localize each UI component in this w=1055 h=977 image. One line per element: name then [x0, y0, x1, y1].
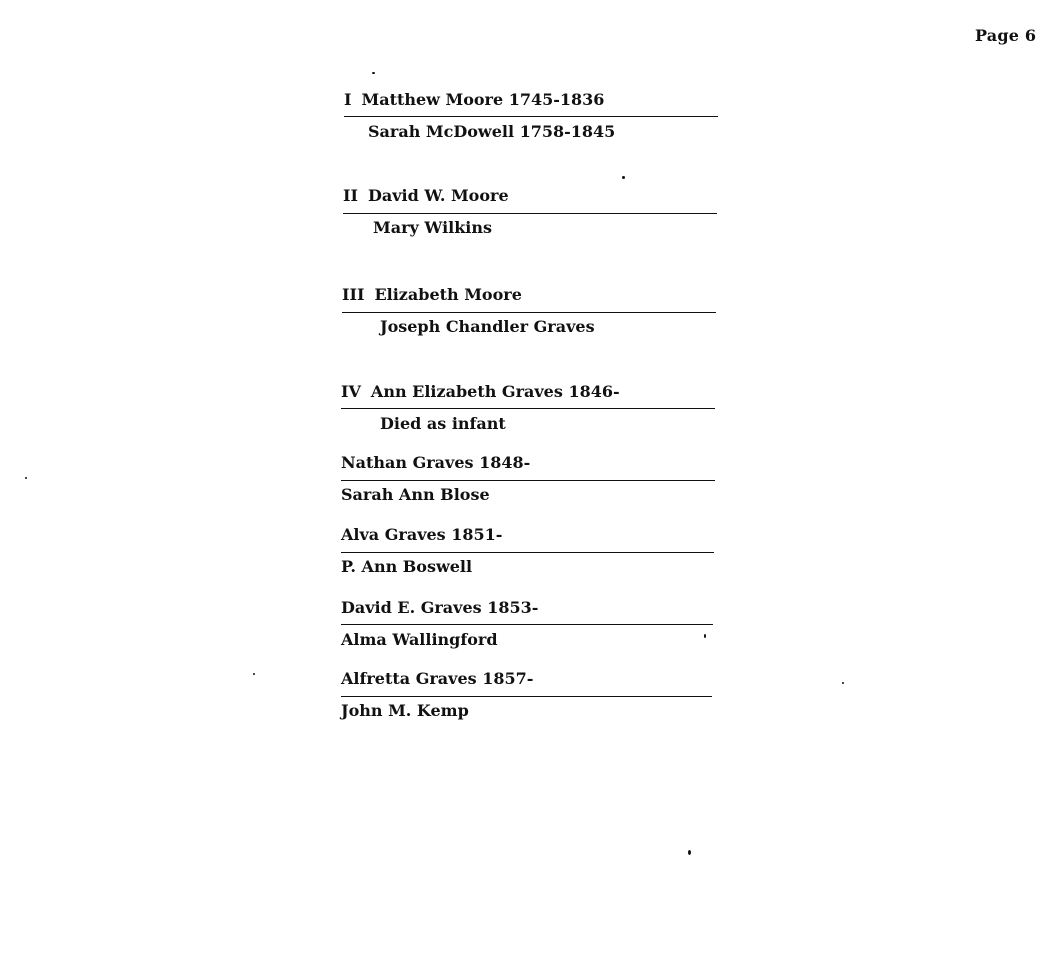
genealogy-entry-3 [342, 285, 717, 345]
generation-numeral: III [342, 285, 365, 304]
scan-speck [25, 477, 27, 479]
genealogy-entry-4 [341, 382, 716, 442]
divider-line [344, 116, 718, 117]
spouse-name: P. Ann Boswell [341, 557, 473, 576]
page-number: Page 6 [975, 26, 1037, 45]
divider-line [341, 480, 715, 481]
ancestor-name: Matthew Moore 1745-1836 [361, 90, 605, 109]
spouse-name: Joseph Chandler Graves [380, 317, 595, 336]
scan-speck [622, 176, 625, 179]
divider-line [343, 213, 717, 214]
genealogy-entry-1 [344, 90, 719, 150]
genealogy-entry-7 [341, 598, 716, 658]
divider-line [341, 624, 713, 625]
ancestor-name: Elizabeth Moore [374, 285, 522, 304]
generation-numeral: II [343, 186, 358, 205]
divider-line [341, 696, 712, 697]
generation-numeral: IV [341, 382, 361, 401]
spouse-name: John M. Kemp [341, 701, 469, 720]
genealogy-entry-6 [341, 525, 716, 585]
sibling-name: David E. Graves 1853- [341, 598, 539, 617]
ancestor-name: Ann Elizabeth Graves 1846- [370, 382, 620, 401]
genealogy-entry-2 [343, 186, 718, 246]
genealogy-entry-5 [341, 453, 716, 513]
scan-speck [842, 682, 844, 684]
sibling-name: Alva Graves 1851- [341, 525, 503, 544]
sibling-name: Nathan Graves 1848- [341, 453, 531, 472]
scan-speck [704, 634, 706, 638]
divider-line [342, 312, 716, 313]
scan-speck [372, 72, 375, 74]
ancestor-name: David W. Moore [367, 186, 509, 205]
scan-speck [688, 850, 691, 855]
divider-line [341, 552, 714, 553]
divider-line [341, 408, 715, 409]
spouse-name: Mary Wilkins [373, 218, 493, 237]
genealogy-entry-8 [341, 669, 716, 729]
spouse-name: Died as infant [380, 414, 506, 433]
scan-speck [253, 673, 255, 675]
spouse-name: Alma Wallingford [341, 630, 498, 649]
sibling-name: Alfretta Graves 1857- [341, 669, 534, 688]
spouse-name: Sarah McDowell 1758-1845 [368, 122, 616, 141]
generation-numeral: I [344, 90, 352, 109]
spouse-name: Sarah Ann Blose [341, 485, 490, 504]
